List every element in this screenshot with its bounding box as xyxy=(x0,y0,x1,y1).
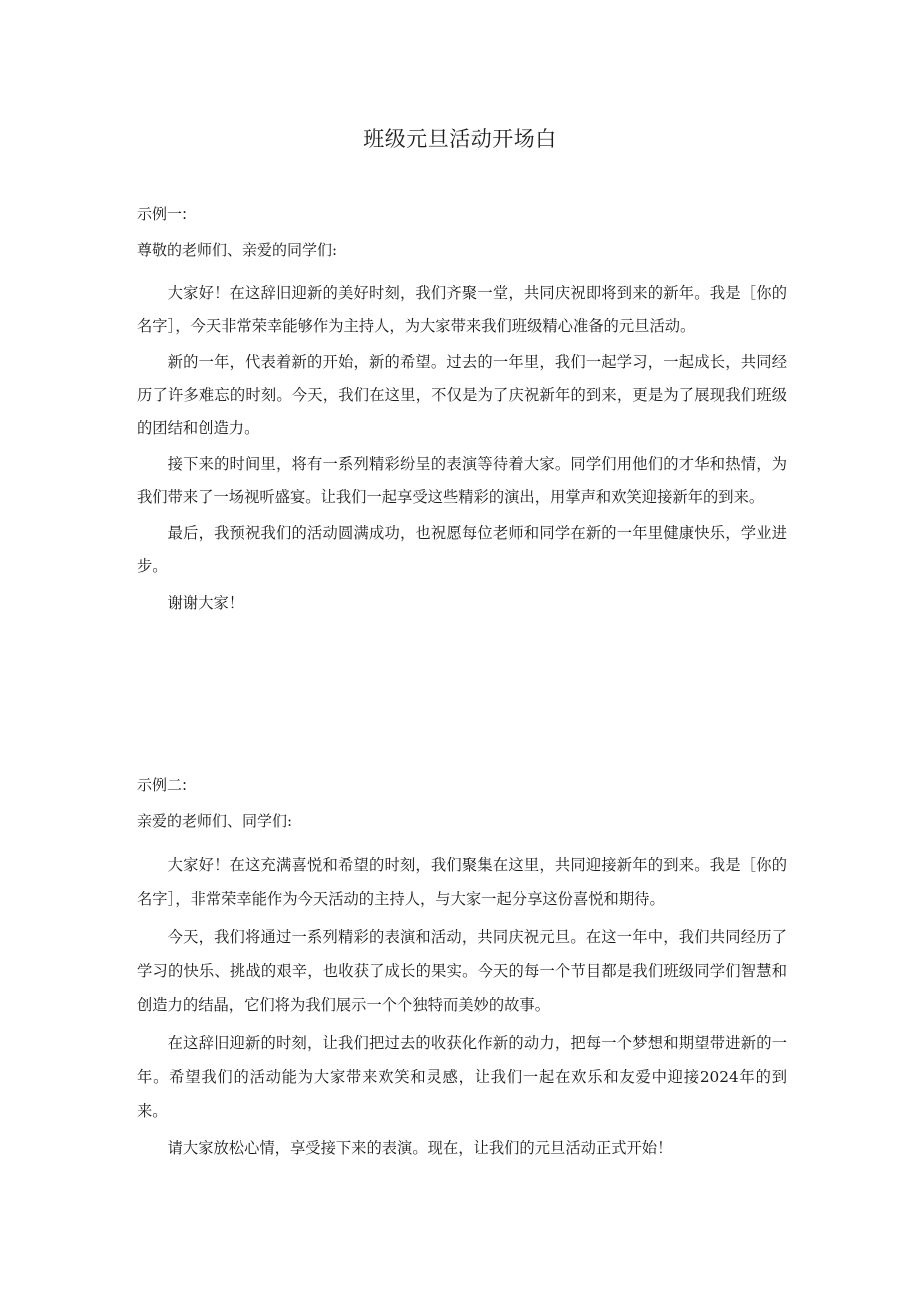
paragraph: 新的一年，代表着新的开始，新的希望。过去的一年里，我们一起学习，一起成长，共同经历了许多难忘的时刻。今天，我们在这里，不仅是为了庆祝新年的到来，更是为了展现我们班级的团结和创造力。 xyxy=(137,353,787,437)
document-title: 班级元旦活动开场白 xyxy=(363,127,557,151)
paragraph: 今天，我们将通过一系列精彩的表演和活动，共同庆祝元旦。在这一年中，我们共同经历了学习的快乐、挑战的艰辛，也收获了成长的果实。今天的每一个节目都是我们班级同学们智慧和创造力的结晶，它们将为我们展示一个个独特而美妙的故事。 xyxy=(137,928,787,1014)
salutation: 尊敬的老师们、亲爱的同学们: xyxy=(137,241,338,259)
example-label: 示例一: xyxy=(137,205,188,223)
closing-line: 谢谢大家！ xyxy=(167,594,245,612)
paragraph: 大家好！在这充满喜悦和希望的时刻，我们聚集在这里，共同迎接新年的到来。我是［你的名字］，非常荣幸能作为今天活动的主持人，与大家一起分享这份喜悦和期待。 xyxy=(137,856,787,908)
paragraph: 在这辞旧迎新的时刻，让我们把过去的收获化作新的动力，把每一个梦想和期望带进新的一年。希望我们的活动能为大家带来欢笑和灵感，让我们一起在欢乐和友爱中迎接2024年的到来。 xyxy=(137,1034,787,1120)
example-section-1 xyxy=(137,203,787,620)
closing-line: 请大家放松心情，享受接下来的表演。现在，让我们的元旦活动正式开始！ xyxy=(167,1139,673,1157)
example-label: 示例二: xyxy=(137,776,188,794)
example-section-2 xyxy=(137,774,787,1165)
salutation: 亲爱的老师们、同学们: xyxy=(137,812,293,830)
paragraph: 接下来的时间里，将有一系列精彩纷呈的表演等待着大家。同学们用他们的才华和热情，为我们带来了一场视听盛宴。让我们一起享受这些精彩的演出，用掌声和欢笑迎接新年的到来。 xyxy=(137,455,787,506)
paragraph: 最后，我预祝我们的活动圆满成功，也祝愿每位老师和同学在新的一年里健康快乐，学业进步。 xyxy=(137,524,787,575)
paragraph: 大家好！在这辞旧迎新的美好时刻，我们齐聚一堂，共同庆祝即将到来的新年。我是［你的名字］，今天非常荣幸能够作为主持人，为大家带来我们班级精心准备的元旦活动。 xyxy=(137,284,787,335)
